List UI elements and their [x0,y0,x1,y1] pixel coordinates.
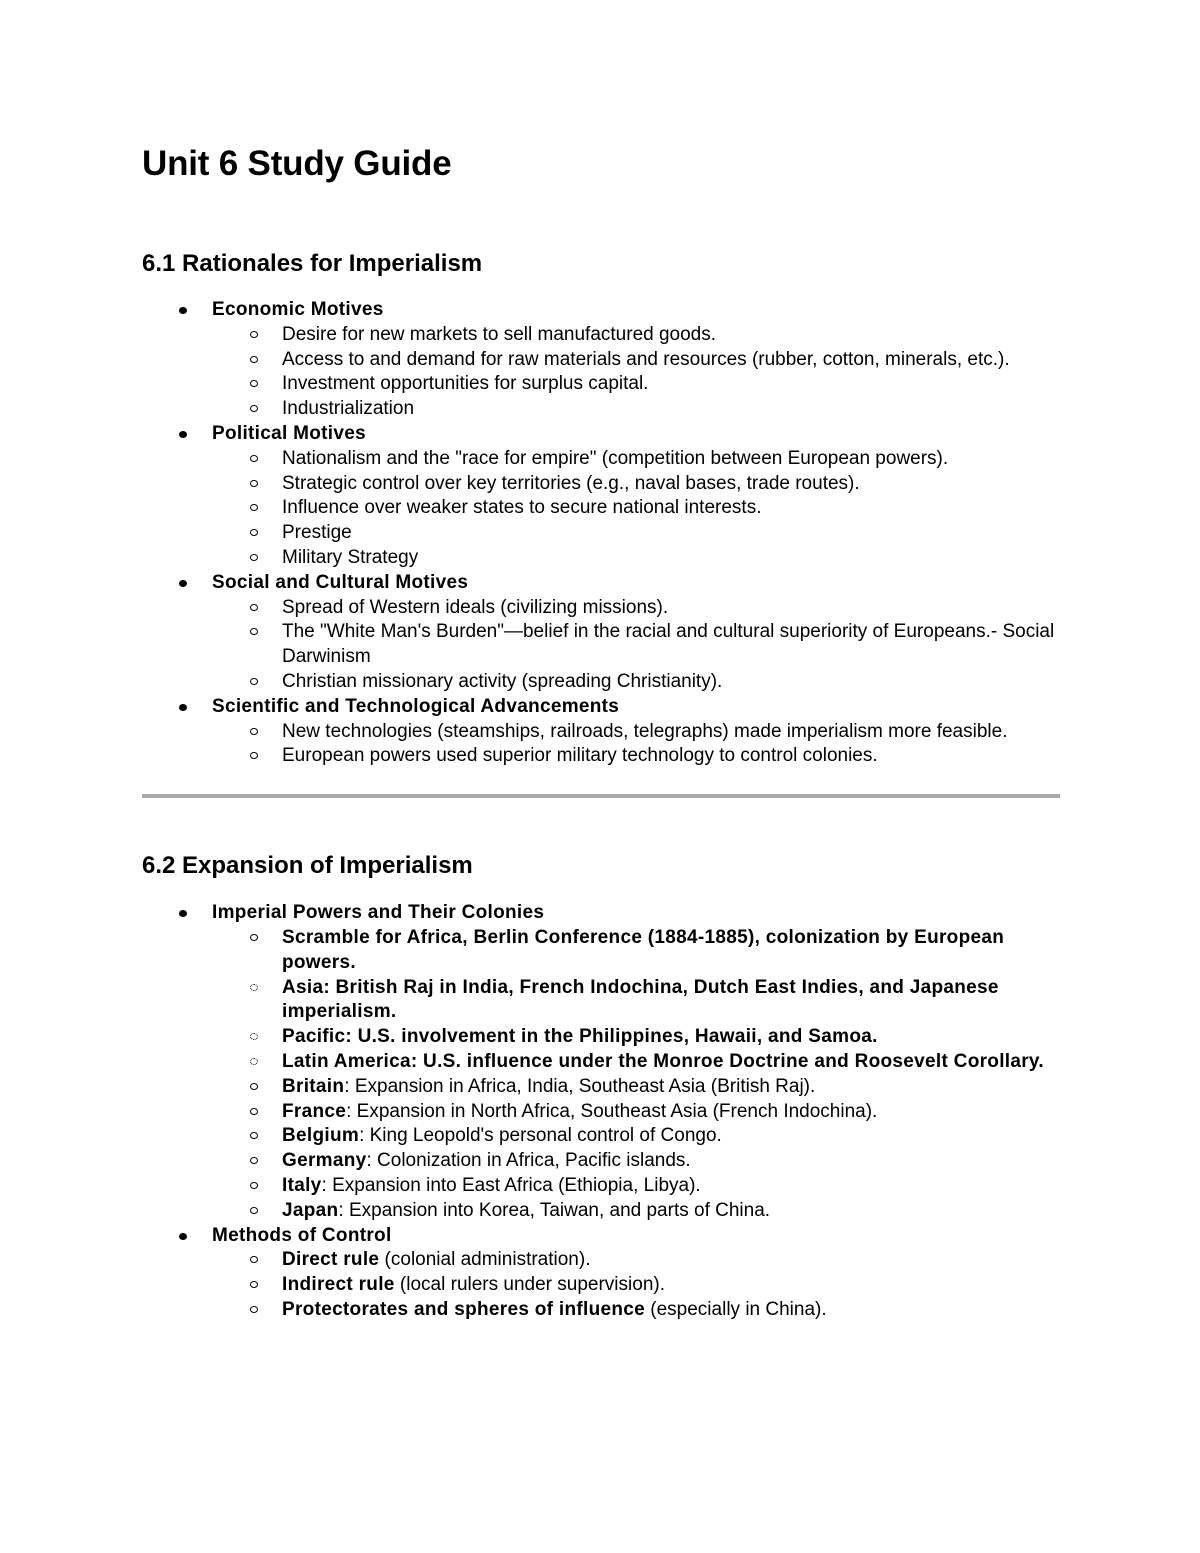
item-text: Industrialization [282,398,415,420]
circle-bullet-icon [250,1306,258,1313]
circle-bullet-icon [250,405,258,412]
item-text: Christian missionary activity (spreading Christianity). [282,670,723,692]
item-text: New technologies (steamships, railroads, telegraphs) made imperialism more feasible. [282,720,1008,742]
list-item [142,1075,1060,1100]
section-heading-6-1: 6.1 Rationales for Imperialism [142,250,483,277]
item-bold-text: Germany [282,1150,367,1172]
list-item [142,1025,1060,1050]
list-item-methods-of-control [142,1224,1060,1323]
list-item [142,447,1060,472]
item-text: : Expansion in North Africa, Southeast Asia (French Indochina). [346,1100,878,1122]
circle-bullet-icon [250,356,258,363]
dotted-circle-bullet-icon [250,984,258,991]
item-text: (local rulers under supervision). [394,1274,665,1296]
list-item-political-motives [142,422,1060,571]
group-label: Methods of Control [212,1224,392,1246]
sub-list [212,926,1060,1224]
bullet-icon [179,307,187,314]
item-text: : King Leopold's personal control of Congo. [359,1125,722,1147]
circle-bullet-icon [250,480,258,487]
circle-bullet-icon [250,455,258,462]
group-label: Scientific and Technological Advancements [212,695,620,717]
circle-bullet-icon [250,1256,258,1263]
sub-list [212,720,1060,770]
item-bold-text: Scramble for Africa, Berlin Conference (1884-1885), colonization by European powers. [282,926,1005,973]
horizontal-divider [142,794,1060,798]
list-item [142,521,1060,546]
item-bold-text: Britain [282,1075,345,1097]
list-item [142,1174,1060,1199]
list-item [142,620,1060,670]
group-label: Political Motives [212,422,366,444]
item-text: Desire for new markets to sell manufactured goods. [282,323,717,345]
list-item [142,1100,1060,1125]
group-label: Economic Motives [212,299,384,320]
circle-bullet-icon [250,554,258,561]
page-title: Unit 6 Study Guide [142,144,452,183]
list-item [142,1050,1060,1075]
item-text: (especially in China). [645,1298,827,1320]
item-bold-text: France [282,1100,347,1122]
list-item [142,323,1060,348]
list-item-social-cultural-motives [142,571,1060,695]
item-text: Investment opportunities for surplus capital. [282,373,649,395]
list-item [142,546,1060,571]
list-item-economic-motives [142,298,1060,422]
section-6-2-list [142,901,1060,1323]
list-item [142,496,1060,521]
item-text: Nationalism and the "race for empire" (competition between European powers). [282,447,949,469]
list-item [142,1149,1060,1174]
list-item [142,926,1060,976]
list-item [142,720,1060,745]
circle-bullet-icon [250,1157,258,1164]
item-text: Strategic control over key territories (e.g., naval bases, trade routes). [282,472,860,494]
circle-bullet-icon [250,752,258,759]
sub-list [212,596,1060,695]
circle-bullet-icon [250,1132,258,1139]
dotted-circle-bullet-icon [250,1033,258,1040]
circle-bullet-icon [250,529,258,536]
item-text: Prestige [282,522,352,544]
item-text: : Expansion into Korea, Taiwan, and parts of China. [338,1199,771,1221]
circle-bullet-icon [250,1083,258,1090]
item-bold-text: Belgium [282,1125,360,1147]
bullet-icon [179,910,187,917]
circle-bullet-icon [250,1108,258,1115]
group-label: Imperial Powers and Their Colonies [212,902,545,924]
item-text: : Expansion into East Africa (Ethiopia, Libya). [321,1174,701,1196]
item-bold-text: Pacific: U.S. involvement in the Philippines, Hawaii, and Samoa. [282,1026,878,1048]
list-item [142,1199,1060,1224]
bullet-icon [179,431,187,438]
list-item [142,472,1060,497]
circle-bullet-icon [250,331,258,338]
item-text: : Expansion in Africa, India, Southeast Asia (British Raj). [344,1075,816,1097]
document-page [142,142,1060,1323]
item-text: : Colonization in Africa, Pacific islands. [366,1150,691,1172]
circle-bullet-icon [250,628,258,635]
sub-list [212,323,1060,422]
sub-list [212,1248,1060,1322]
item-bold-text: Japan [282,1199,339,1221]
circle-bullet-icon [250,1182,258,1189]
item-text: (colonial administration). [379,1249,591,1271]
list-item [142,348,1060,373]
section-heading-6-2: 6.2 Expansion of Imperialism [142,852,473,880]
item-text: Influence over weaker states to secure national interests. [282,497,762,519]
bullet-icon [179,1233,187,1240]
list-item [142,372,1060,397]
circle-bullet-icon [250,934,258,941]
list-item [142,1248,1060,1273]
item-text: Spread of Western ideals (civilizing missions). [282,596,669,618]
circle-bullet-icon [250,1281,258,1288]
item-bold-text: Indirect rule [282,1274,395,1296]
item-text: The "White Man's Burden"—belief in the racial and cultural superiority of Europeans.- Social Darwinism [282,621,1055,668]
item-bold-text: Protectorates and spheres of influence [282,1298,645,1320]
list-item [142,1124,1060,1149]
circle-bullet-icon [250,1207,258,1214]
item-bold-text: Asia: British Raj in India, French Indochina, Dutch East Indies, and Japanese imperialism. [282,976,999,1023]
section-6-1-list [142,298,1060,769]
circle-bullet-icon [250,678,258,685]
item-text: Access to and demand for raw materials and resources (rubber, cotton, minerals, etc.). [282,348,1010,370]
circle-bullet-icon [250,380,258,387]
dotted-circle-bullet-icon [250,1058,258,1065]
item-bold-text: Italy [282,1174,322,1196]
item-bold-text: Direct rule [282,1249,380,1271]
item-bold-text: Latin America: U.S. influence under the Monroe Doctrine and Roosevelt Corollary. [282,1050,1044,1072]
list-item [142,596,1060,621]
sub-list [212,447,1060,571]
list-item [142,670,1060,695]
group-label: Social and Cultural Motives [212,571,469,593]
circle-bullet-icon [250,504,258,511]
circle-bullet-icon [250,604,258,611]
item-text: Military Strategy [282,546,419,568]
item-text: European powers used superior military technology to control colonies. [282,745,878,767]
list-item [142,1273,1060,1298]
bullet-icon [179,580,187,587]
list-item-scientific-technological [142,695,1060,769]
list-item-imperial-powers [142,901,1060,1223]
circle-bullet-icon [250,728,258,735]
bullet-icon [179,704,187,711]
list-item [142,744,1060,769]
list-item [142,397,1060,422]
list-item [142,976,1060,1026]
list-item [142,1298,1060,1323]
